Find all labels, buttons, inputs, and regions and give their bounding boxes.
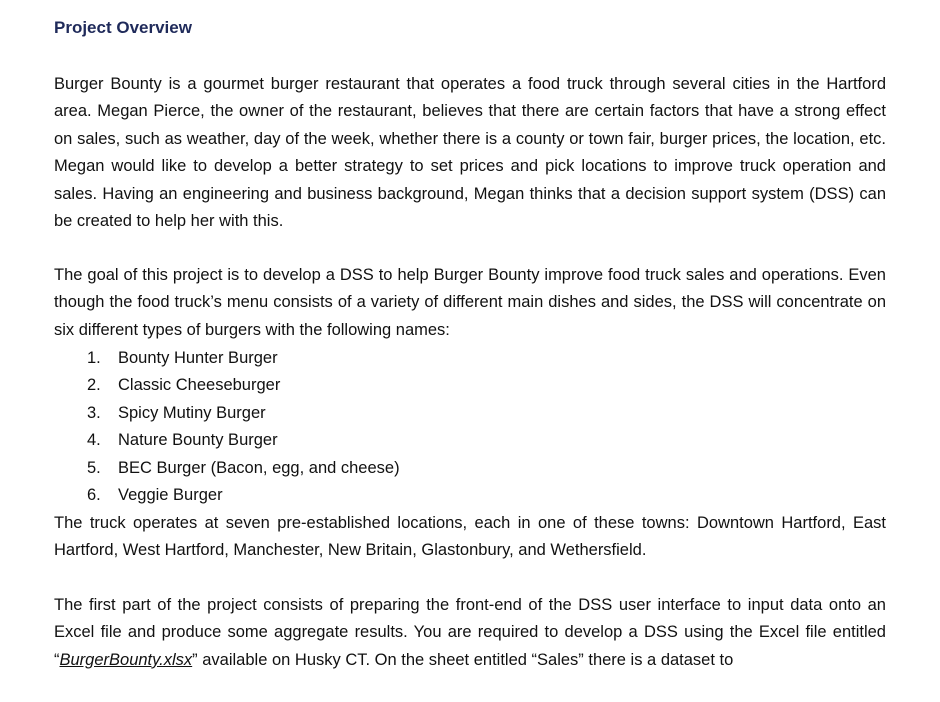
burger-name: BEC Burger (Bacon, egg, and cheese) bbox=[118, 458, 400, 477]
burger-name: Bounty Hunter Burger bbox=[118, 349, 278, 367]
first-part-paragraph: The first part of the project consists of preparing the front-end of the DSS user interface to input data onto an Excel file and produce some aggregate results. You are required to develop a DSS using the Excel file entitled “BurgerBounty.xlsx” available on Husky CT. On the sheet entitled “Sales” there is a dataset to bbox=[54, 596, 886, 669]
locations-paragraph: The truck operates at seven pre-established locations, each in one of these towns: Downtown Hartford, East Hartford, West Hartford, Manchester, New Britain, Glastonbury, and Wethersfield. bbox=[54, 514, 886, 560]
burger-name: Spicy Mutiny Burger bbox=[118, 403, 266, 422]
list-item: 6. Veggie Burger bbox=[87, 486, 223, 505]
list-item: 3. Spicy Mutiny Burger bbox=[87, 403, 266, 422]
burger-list bbox=[87, 345, 400, 509]
burger-name: Classic Cheeseburger bbox=[118, 376, 281, 395]
list-item: 4. Nature Bounty Burger bbox=[87, 431, 278, 450]
burger-name: Nature Bounty Burger bbox=[118, 431, 278, 450]
list-item: 1. Bounty Hunter Burger bbox=[87, 349, 278, 367]
burger-name: Veggie Burger bbox=[118, 486, 223, 505]
goal-paragraph: The goal of this project is to develop a DSS to help Burger Bounty improve food truck sales and operations. Even though the food truck’s menu consists of a variety of different main dishes and sides, the DSS will concentrate on six different types of burgers with the following names: bbox=[54, 266, 886, 339]
file-link[interactable]: BurgerBounty.xlsx bbox=[59, 650, 193, 669]
page-title: Project Overview bbox=[54, 18, 192, 37]
list-item: 2. Classic Cheeseburger bbox=[87, 376, 281, 395]
list-item: 5. BEC Burger (Bacon, egg, and cheese) bbox=[87, 458, 400, 477]
overview-paragraph: Burger Bounty is a gourmet burger restaurant that operates a food truck through several cities in the Hartford area. Megan Pierce, the owner of the restaurant, believes that there are certain factors that have a strong effect on sales, such as weather, day of the week, whether there is a county or town fair, burger prices, the location, etc. Megan would like to develop a better strategy to set prices and pick locations to improve truck operation and sales. Having an engineering and business background, Megan thinks that a decision support system (DSS) can be created to help her with this. bbox=[54, 75, 886, 231]
